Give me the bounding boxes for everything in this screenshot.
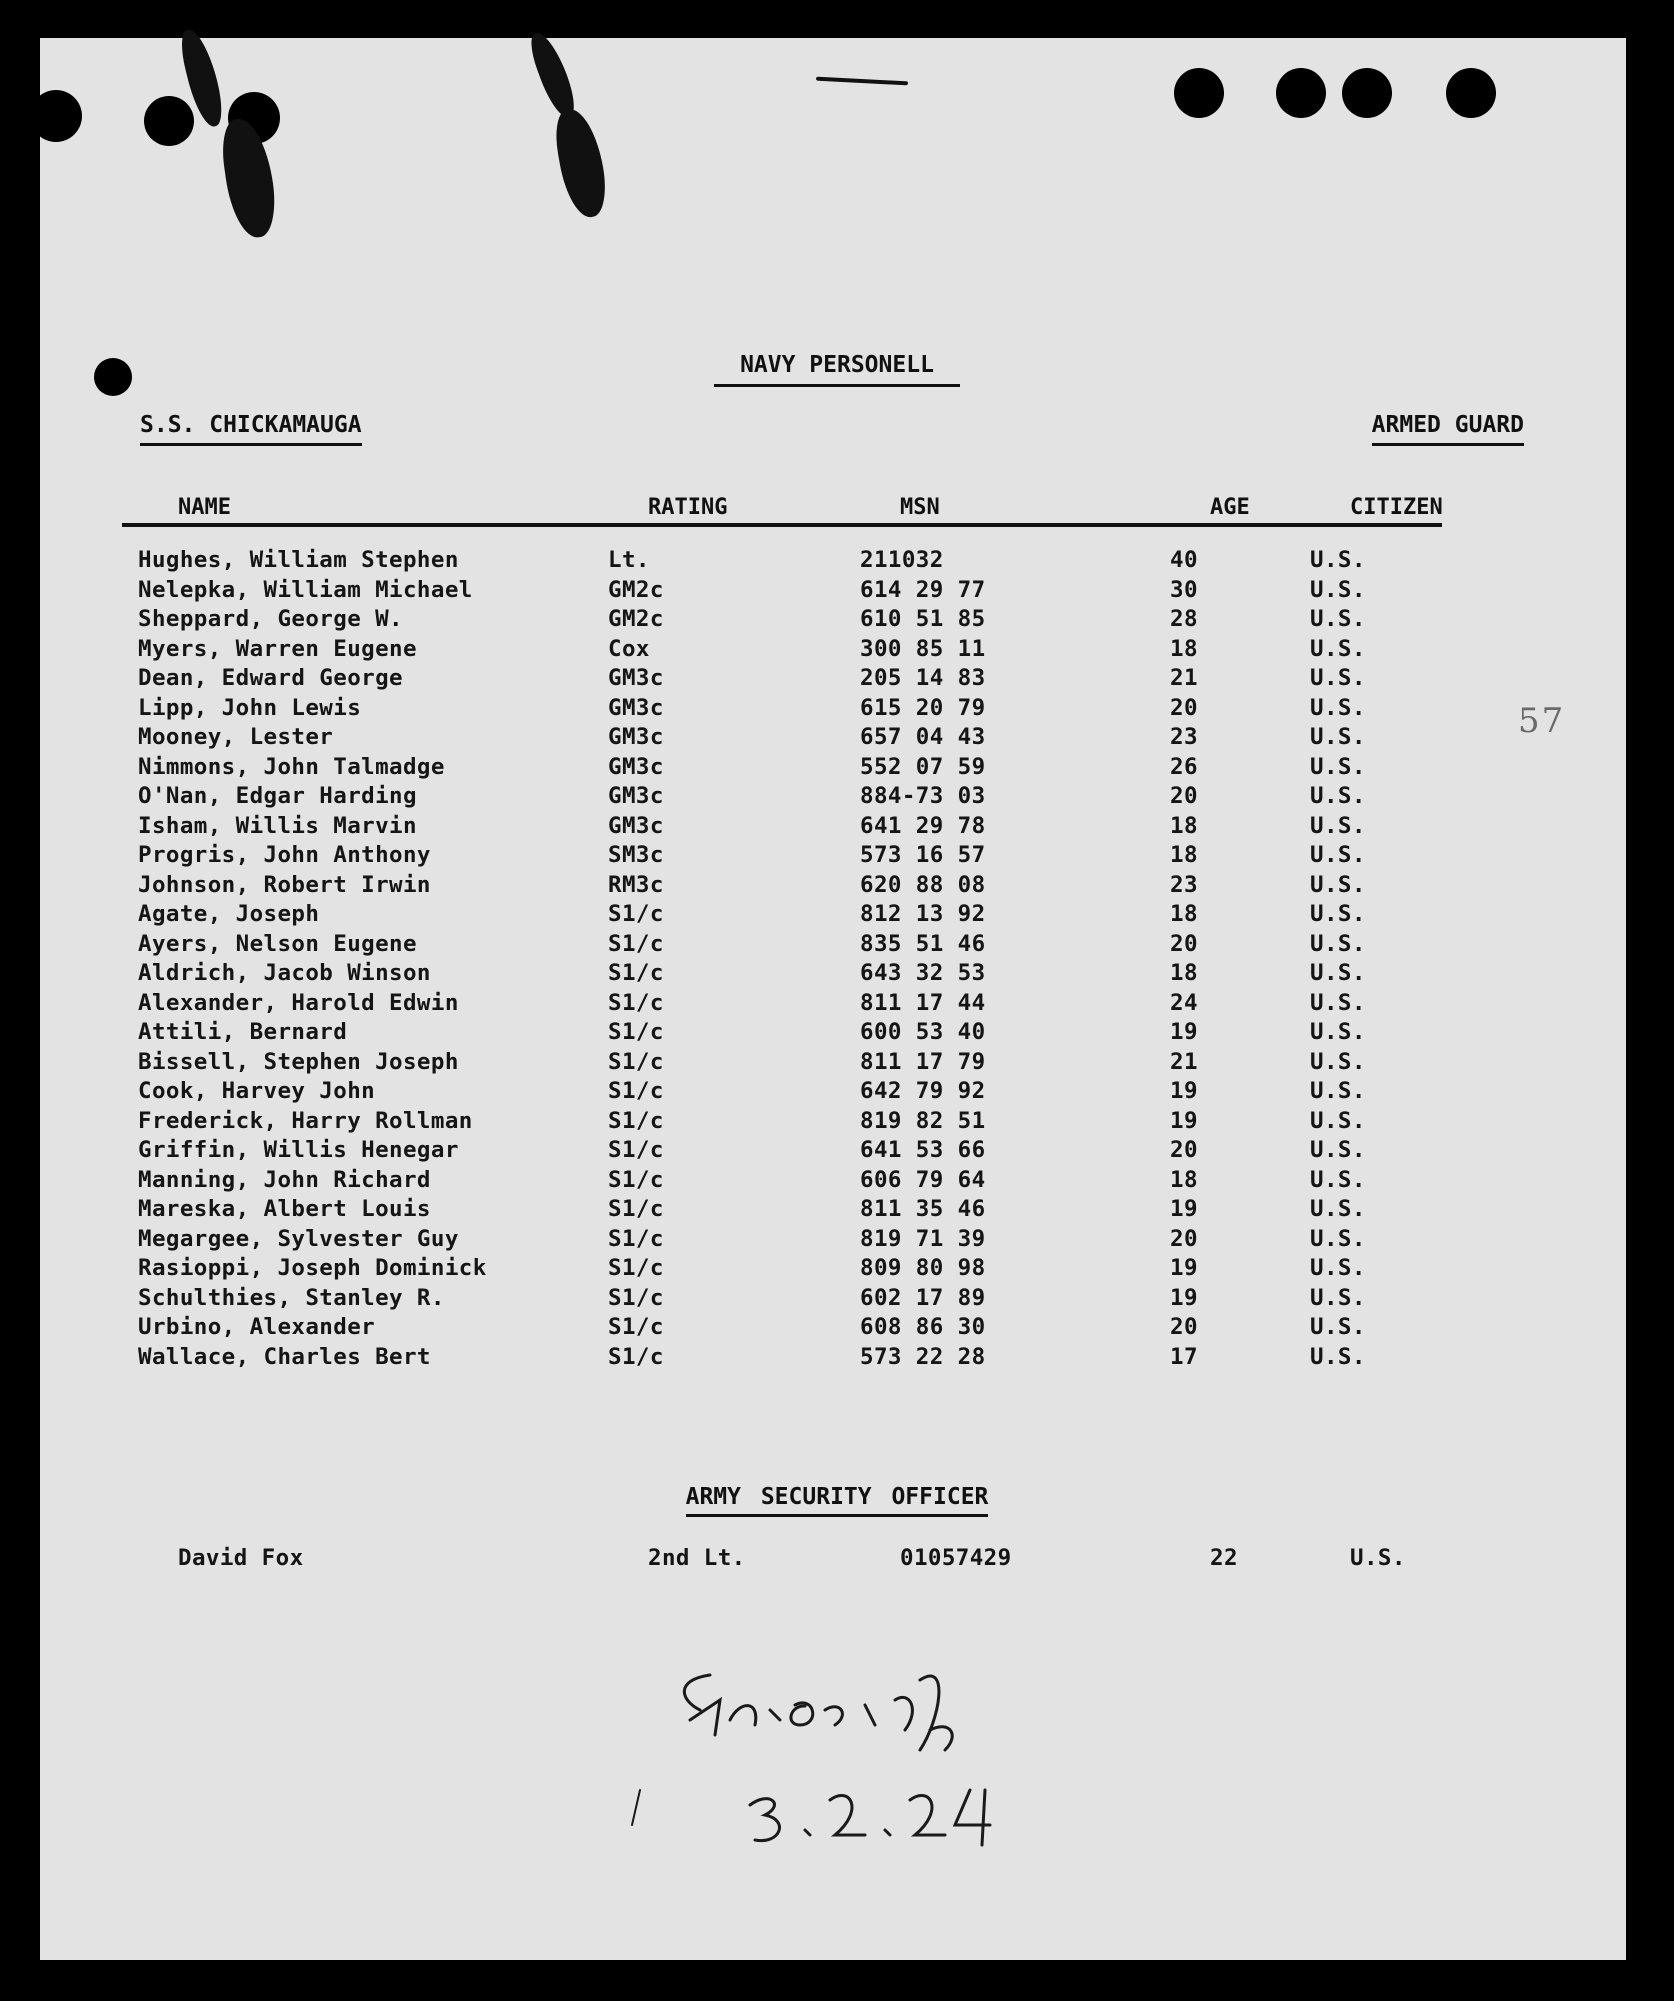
cell-age: 19 xyxy=(1170,1255,1198,1281)
cell-citizen: U.S. xyxy=(1310,1019,1366,1045)
cell-name: Nimmons, John Talmadge xyxy=(138,753,445,780)
cell-rating: GM3c xyxy=(608,753,664,780)
column-header-rating: RATING xyxy=(648,495,728,520)
table-row xyxy=(0,1344,1674,1374)
cell-citizen: U.S. xyxy=(1310,1137,1366,1163)
cell-age: 21 xyxy=(1170,1048,1198,1075)
cell-citizen: U.S. xyxy=(1310,871,1366,898)
cell-age: 20 xyxy=(1170,783,1198,809)
column-header-citizen: CITIZEN xyxy=(1350,495,1443,520)
cell-msn: 552 07 59 xyxy=(860,753,986,780)
table-row xyxy=(0,960,1674,990)
cell-msn: 884-73 03 xyxy=(860,783,986,809)
cell-rating: S1/c xyxy=(608,989,664,1016)
cell-rating: RM3c xyxy=(608,871,664,898)
cell-citizen: U.S. xyxy=(1310,753,1366,780)
cell-age: 23 xyxy=(1170,871,1198,898)
punch-hole xyxy=(1342,68,1392,118)
cell-rating: GM3c xyxy=(608,783,664,809)
cell-name: Rasioppi, Joseph Dominick xyxy=(138,1255,487,1281)
cell-age: 20 xyxy=(1170,694,1198,721)
cell-rating: S1/c xyxy=(608,1196,664,1222)
cell-age: 19 xyxy=(1170,1078,1198,1104)
cell-name: Bissell, Stephen Joseph xyxy=(138,1048,459,1075)
cell-msn: 608 86 30 xyxy=(860,1314,986,1340)
cell-citizen: U.S. xyxy=(1310,1225,1366,1252)
cell-name: Isham, Willis Marvin xyxy=(138,812,417,839)
cell-name: Cook, Harvey John xyxy=(138,1078,376,1104)
cell-rating: S1/c xyxy=(608,901,664,927)
cell-citizen: U.S. xyxy=(1310,665,1366,691)
table-row xyxy=(0,1019,1674,1049)
cell-name: Griffin, Willis Henegar xyxy=(138,1137,459,1163)
cell-rating: GM3c xyxy=(608,812,664,839)
cell-msn: 614 29 77 xyxy=(860,576,986,603)
cell-rating: GM3c xyxy=(608,724,664,750)
table-row xyxy=(0,1314,1674,1344)
cell-citizen: U.S. xyxy=(1310,1048,1366,1075)
cell-msn: 819 71 39 xyxy=(860,1225,986,1252)
cell-age: 19 xyxy=(1170,1019,1198,1045)
unit-label: ARMED GUARD xyxy=(1372,412,1524,446)
cell-citizen: U.S. xyxy=(1310,1255,1366,1281)
cell-age: 20 xyxy=(1170,1314,1198,1340)
cell-rating: S1/c xyxy=(608,1166,664,1193)
cell-msn: 600 53 40 xyxy=(860,1019,986,1045)
table-row xyxy=(0,901,1674,931)
table-row xyxy=(0,636,1674,666)
cell-citizen: U.S. xyxy=(1310,812,1366,839)
cell-citizen: U.S. xyxy=(1310,1107,1366,1134)
table-row xyxy=(0,1285,1674,1315)
cell-rating: S1/c xyxy=(608,1284,664,1311)
cell-rating: S1/c xyxy=(608,1314,664,1340)
cell-age: 18 xyxy=(1170,812,1198,839)
cell-name: Johnson, Robert Irwin xyxy=(138,871,431,898)
cell-rating: S1/c xyxy=(608,930,664,957)
cell-age: 18 xyxy=(1170,842,1198,868)
cell-msn: 819 82 51 xyxy=(860,1107,986,1134)
table-row xyxy=(0,695,1674,725)
cell-age: 40 xyxy=(1170,547,1198,573)
ink-smudge xyxy=(551,105,611,221)
cell-msn: 610 51 85 xyxy=(860,606,986,632)
cell-rating: S1/c xyxy=(608,1255,664,1281)
table-row xyxy=(0,665,1674,695)
punch-hole xyxy=(30,90,82,142)
cell-msn: 573 16 57 xyxy=(860,842,986,868)
cell-name: Urbino, Alexander xyxy=(138,1314,376,1340)
punch-hole xyxy=(144,96,194,146)
cell-msn: 602 17 89 xyxy=(860,1284,986,1311)
cell-msn: 641 53 66 xyxy=(860,1137,986,1163)
cell-name: Ayers, Nelson Eugene xyxy=(138,930,417,957)
cell-msn: 811 17 44 xyxy=(860,989,986,1016)
cell-age: 19 xyxy=(1170,1196,1198,1222)
table-row xyxy=(0,813,1674,843)
cell-name: Progris, John Anthony xyxy=(138,842,431,868)
table-row xyxy=(0,1226,1674,1256)
cell-citizen: U.S. xyxy=(1310,635,1366,662)
cell-msn: 643 32 53 xyxy=(860,960,986,986)
cell-name: Dean, Edward George xyxy=(138,665,403,691)
navy-personnel-table xyxy=(0,547,1674,1373)
cell-age: 18 xyxy=(1170,901,1198,927)
cell-age: 20 xyxy=(1170,1225,1198,1252)
table-row xyxy=(0,990,1674,1020)
table-row xyxy=(0,577,1674,607)
cell-citizen: U.S. xyxy=(1310,724,1366,750)
officer-rating: 2nd Lt. xyxy=(648,1545,746,1571)
cell-name: Agate, Joseph xyxy=(138,901,320,927)
cell-msn: 809 80 98 xyxy=(860,1255,986,1281)
cell-name: Myers, Warren Eugene xyxy=(138,635,417,662)
cell-age: 30 xyxy=(1170,576,1198,603)
cell-age: 20 xyxy=(1170,1137,1198,1163)
cell-citizen: U.S. xyxy=(1310,1314,1366,1340)
cell-msn: 835 51 46 xyxy=(860,930,986,957)
page-title-text: NAVY PERSONELL xyxy=(714,352,960,387)
cell-rating: Lt. xyxy=(608,547,650,573)
cell-citizen: U.S. xyxy=(1310,783,1366,809)
officer-name: David Fox xyxy=(178,1545,304,1571)
cell-age: 24 xyxy=(1170,989,1198,1016)
cell-rating: GM2c xyxy=(608,576,664,603)
army-section-title: ARMY SECURITY OFFICER xyxy=(686,1484,989,1517)
cell-citizen: U.S. xyxy=(1310,1196,1366,1222)
cell-citizen: U.S. xyxy=(1310,1343,1366,1370)
table-header xyxy=(122,493,1442,527)
cell-msn: 642 79 92 xyxy=(860,1078,986,1104)
column-header-msn: MSN xyxy=(900,495,940,520)
cell-name: Sheppard, George W. xyxy=(138,606,403,632)
table-row xyxy=(0,1255,1674,1285)
cell-rating: SM3c xyxy=(608,842,664,868)
punch-hole xyxy=(1276,68,1326,118)
cell-name: Megargee, Sylvester Guy xyxy=(138,1225,459,1252)
cell-msn: 300 85 11 xyxy=(860,635,986,662)
cell-rating: S1/c xyxy=(608,1343,664,1370)
cell-citizen: U.S. xyxy=(1310,1166,1366,1193)
table-row xyxy=(0,724,1674,754)
cell-rating: S1/c xyxy=(608,1019,664,1045)
cell-msn: 205 14 83 xyxy=(860,665,986,691)
table-row xyxy=(0,754,1674,784)
cell-msn: 811 35 46 xyxy=(860,1196,986,1222)
cell-name: Attili, Bernard xyxy=(138,1019,348,1045)
cell-rating: GM2c xyxy=(608,606,664,632)
cell-age: 19 xyxy=(1170,1284,1198,1311)
table-row xyxy=(0,606,1674,636)
table-row xyxy=(0,1078,1674,1108)
cell-age: 18 xyxy=(1170,960,1198,986)
ship-name: S.S. CHICKAMAUGA xyxy=(140,412,362,446)
cell-age: 23 xyxy=(1170,724,1198,750)
cell-citizen: U.S. xyxy=(1310,1284,1366,1311)
column-header-age: AGE xyxy=(1210,495,1250,520)
cell-rating: GM3c xyxy=(608,665,664,691)
army-section-heading xyxy=(0,1484,1674,1510)
cell-age: 18 xyxy=(1170,635,1198,662)
cell-name: Manning, John Richard xyxy=(138,1166,431,1193)
table-row xyxy=(0,1196,1674,1226)
cell-rating: S1/c xyxy=(608,1048,664,1075)
cell-name: Lipp, John Lewis xyxy=(138,694,362,721)
cell-name: Mareska, Albert Louis xyxy=(138,1196,431,1222)
table-row xyxy=(0,1108,1674,1138)
ink-stroke xyxy=(816,77,908,86)
cell-rating: S1/c xyxy=(608,1078,664,1104)
cell-citizen: U.S. xyxy=(1310,960,1366,986)
cell-rating: S1/c xyxy=(608,1107,664,1134)
cell-rating: S1/c xyxy=(608,1225,664,1252)
cell-citizen: U.S. xyxy=(1310,576,1366,603)
cell-name: Frederick, Harry Rollman xyxy=(138,1107,473,1134)
cell-msn: 641 29 78 xyxy=(860,812,986,839)
officer-msn: 01057429 xyxy=(900,1545,1012,1571)
cell-name: O'Nan, Edgar Harding xyxy=(138,783,417,809)
cell-name: Nelepka, William Michael xyxy=(138,576,473,603)
cell-citizen: U.S. xyxy=(1310,989,1366,1016)
officer-citizen: U.S. xyxy=(1350,1545,1406,1571)
cell-rating: GM3c xyxy=(608,694,664,721)
cell-citizen: U.S. xyxy=(1310,901,1366,927)
column-header-name: NAME xyxy=(178,495,231,520)
cell-name: Hughes, William Stephen xyxy=(138,547,459,573)
cell-age: 21 xyxy=(1170,665,1198,691)
cell-citizen: U.S. xyxy=(1310,606,1366,632)
cell-age: 20 xyxy=(1170,930,1198,957)
punch-hole xyxy=(1174,68,1224,118)
cell-name: Wallace, Charles Bert xyxy=(138,1343,431,1370)
cell-name: Schulthies, Stanley R. xyxy=(138,1284,445,1311)
cell-age: 19 xyxy=(1170,1107,1198,1134)
table-row xyxy=(0,931,1674,961)
cell-age: 26 xyxy=(1170,753,1198,780)
cell-msn: 620 88 08 xyxy=(860,871,986,898)
cell-msn: 606 79 64 xyxy=(860,1166,986,1193)
cell-msn: 657 04 43 xyxy=(860,724,986,750)
cell-citizen: U.S. xyxy=(1310,842,1366,868)
cell-msn: 211032 xyxy=(860,547,944,573)
cell-msn: 811 17 79 xyxy=(860,1048,986,1075)
cell-name: Mooney, Lester xyxy=(138,724,334,750)
cell-rating: Cox xyxy=(608,635,650,662)
table-row xyxy=(0,783,1674,813)
table-row xyxy=(0,872,1674,902)
cell-msn: 615 20 79 xyxy=(860,694,986,721)
cell-citizen: U.S. xyxy=(1310,1078,1366,1104)
cell-age: 28 xyxy=(1170,606,1198,632)
ink-smudge xyxy=(525,28,580,121)
table-row xyxy=(0,1167,1674,1197)
cell-citizen: U.S. xyxy=(1310,930,1366,957)
table-row xyxy=(0,842,1674,872)
cell-age: 18 xyxy=(1170,1166,1198,1193)
handwritten-signature xyxy=(620,1640,1080,1870)
table-row xyxy=(0,1137,1674,1167)
punch-hole xyxy=(1446,68,1496,118)
cell-citizen: U.S. xyxy=(1310,694,1366,721)
table-row xyxy=(0,1545,1674,1575)
page-number: 57 xyxy=(1518,701,1566,741)
cell-msn: 573 22 28 xyxy=(860,1343,986,1370)
page-title xyxy=(0,352,1674,387)
cell-rating: S1/c xyxy=(608,960,664,986)
cell-citizen: U.S. xyxy=(1310,547,1366,573)
cell-msn: 812 13 92 xyxy=(860,901,986,927)
table-row xyxy=(0,1049,1674,1079)
officer-age: 22 xyxy=(1210,1545,1238,1571)
cell-name: Aldrich, Jacob Winson xyxy=(138,960,431,986)
cell-rating: S1/c xyxy=(608,1137,664,1163)
table-row xyxy=(0,547,1674,577)
cell-age: 17 xyxy=(1170,1343,1198,1370)
cell-name: Alexander, Harold Edwin xyxy=(138,989,459,1016)
